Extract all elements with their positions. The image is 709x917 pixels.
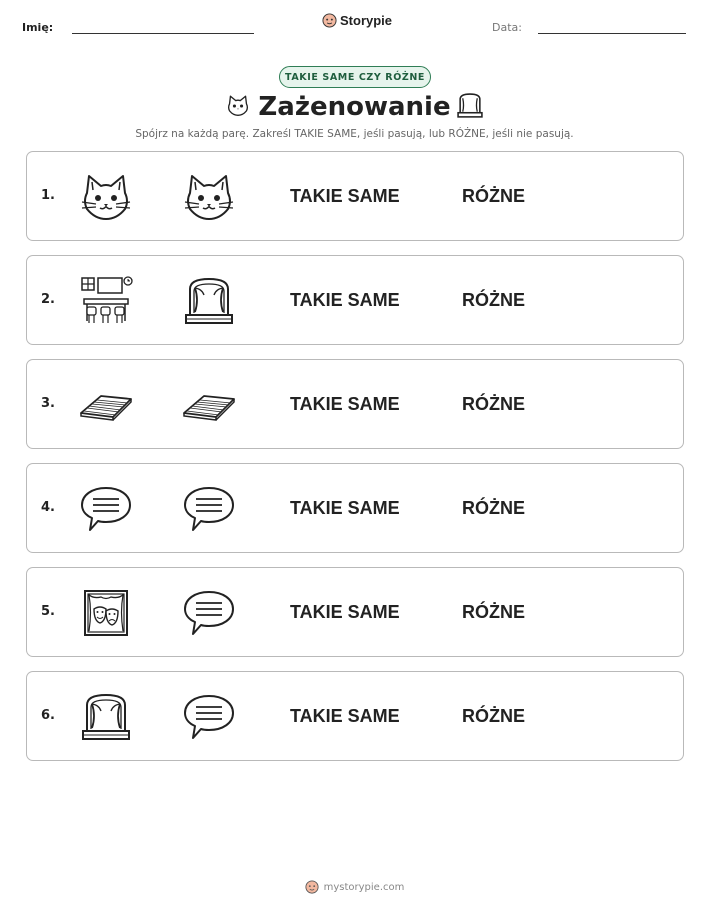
footer: [0, 880, 709, 894]
speech-bubble-icon: [182, 691, 236, 745]
worksheet-type-badge: TAKIE SAME CZY RÓŻNE: [279, 66, 431, 88]
pair-row: [26, 671, 684, 761]
row-number: 6.: [41, 708, 55, 723]
option-different[interactable]: RÓŻNE: [462, 290, 525, 310]
option-different[interactable]: RÓŻNE: [462, 706, 525, 726]
stage-icon: [79, 691, 133, 745]
classroom-icon: [79, 275, 133, 329]
row-number: 1.: [41, 188, 55, 203]
pair-row: [26, 151, 684, 241]
cat-face-icon: [79, 171, 133, 225]
storypie-mascot-icon: [322, 13, 337, 28]
pair-row: [26, 255, 684, 345]
title-stage-icon: [456, 92, 484, 120]
pair-row: [26, 359, 684, 449]
date-label: Data:: [492, 21, 522, 34]
speech-bubble-icon: [182, 483, 236, 537]
option-same[interactable]: TAKIE SAME: [290, 186, 400, 206]
row-number: 5.: [41, 604, 55, 619]
brand-name: Storypie: [340, 13, 393, 28]
theater-masks-icon: [79, 587, 133, 641]
pair-row: [26, 567, 684, 657]
option-same[interactable]: TAKIE SAME: [290, 602, 400, 622]
footer-url[interactable]: mystorypie.com: [323, 881, 405, 893]
option-same[interactable]: TAKIE SAME: [290, 290, 400, 310]
name-label: Imię:: [22, 21, 54, 34]
brand-logo: [322, 13, 392, 28]
date-line[interactable]: [538, 33, 686, 34]
speech-bubble-icon: [182, 587, 236, 641]
option-different[interactable]: RÓŻNE: [462, 498, 525, 518]
speech-bubble-icon: [79, 483, 133, 537]
floor-panel-icon: [79, 379, 133, 433]
instructions: Spójrz na każdą parę. Zakreśl TAKIE SAME, jeśli pasują, lub RÓŻNE, jeśli nie pasują.: [135, 128, 574, 140]
row-number: 4.: [41, 500, 55, 515]
cat-face-icon: [182, 171, 236, 225]
option-same[interactable]: TAKIE SAME: [290, 706, 400, 726]
page-title: Zażenowanie: [258, 92, 451, 122]
option-same[interactable]: TAKIE SAME: [290, 394, 400, 414]
pair-row: [26, 463, 684, 553]
option-different[interactable]: RÓŻNE: [462, 602, 525, 622]
stage-icon: [182, 275, 236, 329]
option-different[interactable]: RÓŻNE: [462, 394, 525, 414]
option-same[interactable]: TAKIE SAME: [290, 498, 400, 518]
floor-panel-icon: [182, 379, 236, 433]
storypie-mascot-icon: [305, 880, 319, 894]
row-number: 2.: [41, 292, 55, 307]
option-different[interactable]: RÓŻNE: [462, 186, 525, 206]
name-line[interactable]: [72, 33, 254, 34]
row-number: 3.: [41, 396, 55, 411]
